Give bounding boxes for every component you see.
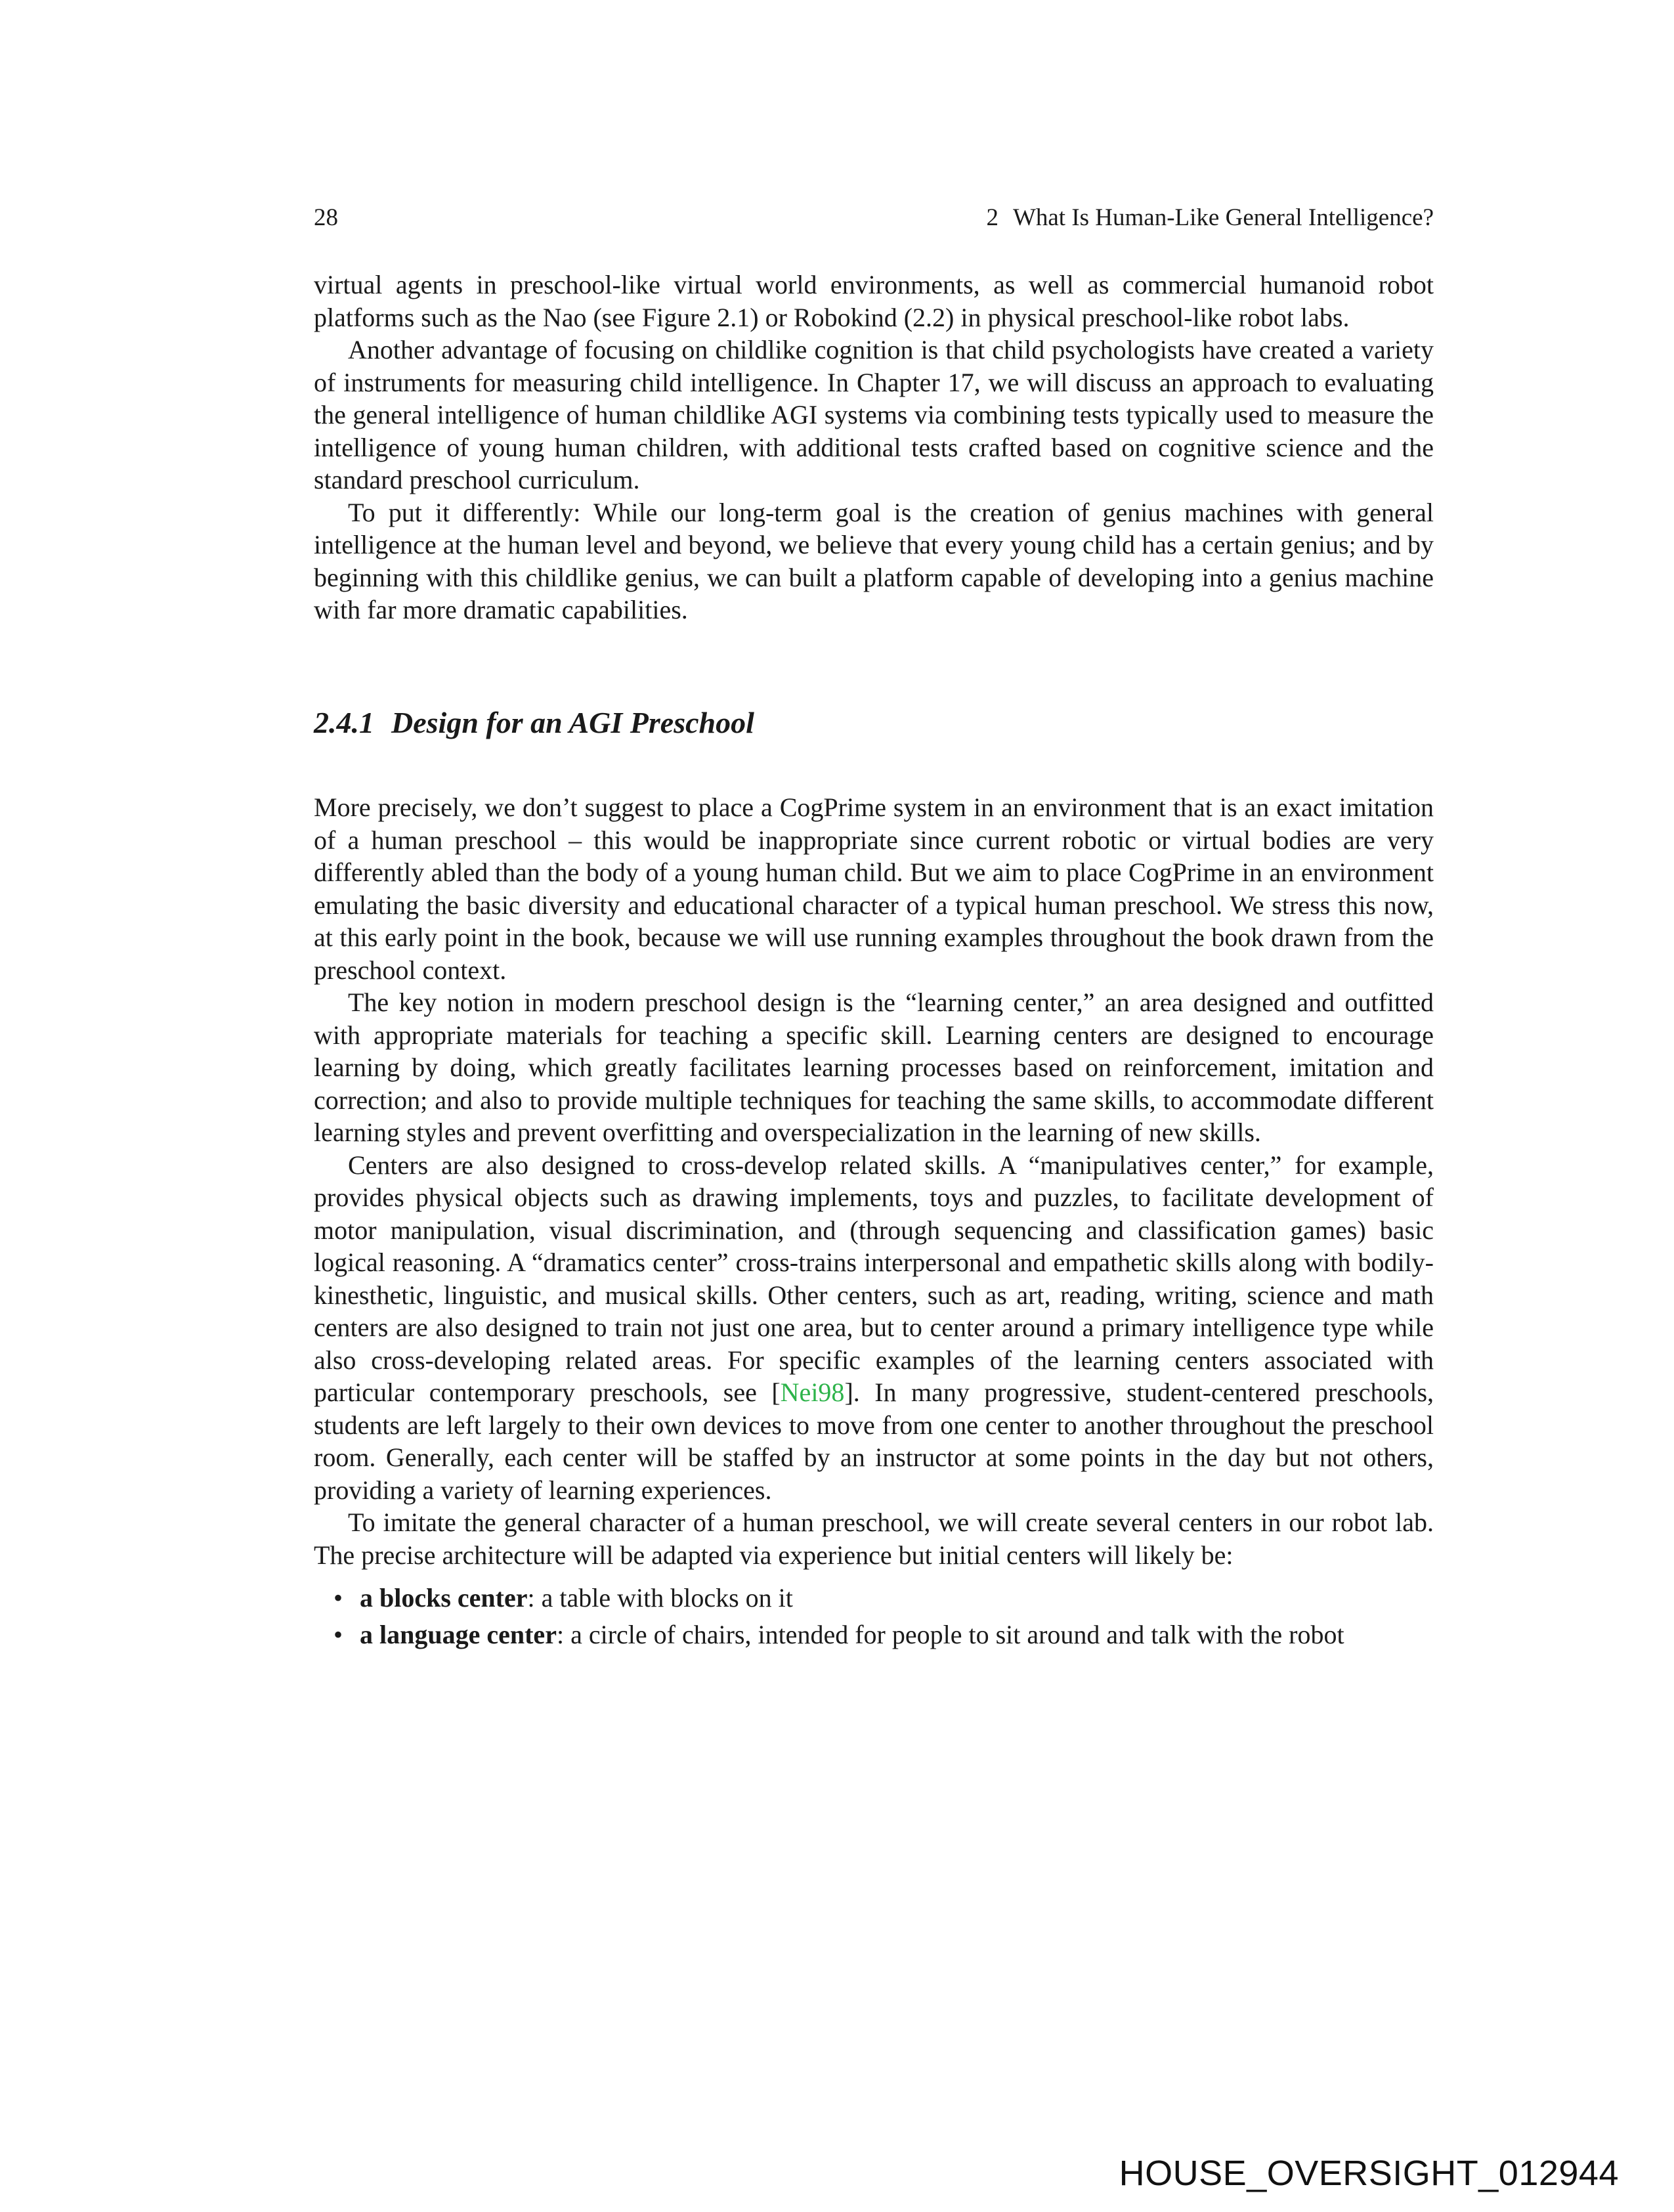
list-item-language-center (314, 1618, 1434, 1651)
page-content (314, 204, 1434, 1655)
bullet-list (314, 1582, 1434, 1651)
paragraph-7: To imitate the general character of a human preschool, we will create several centers in our robot lab. The precise architecture will be adapted via experience but initial centers will likely be: (314, 1507, 1434, 1570)
paragraph-1: virtual agents in preschool-like virtual world environments, as well as commercial humanoid robot platforms such as the Nao (see Figure 2.1) or Robokind (2.2) in physical preschool-like robot labs. (314, 270, 1434, 332)
section-number: 2.4.1 (314, 705, 374, 739)
section-title: Design for an AGI Preschool (391, 705, 754, 739)
list-item-text: : a table with blocks on it (527, 1583, 793, 1613)
page-body (314, 269, 1434, 1651)
citation-link-nei98[interactable]: Nei98 (780, 1377, 845, 1407)
list-item-blocks-center (314, 1582, 1434, 1615)
running-header (314, 204, 1434, 232)
running-header-title (986, 204, 1434, 232)
list-item-lead: a language center (360, 1619, 557, 1649)
paragraph-5: The key notion in modern preschool design is the “learning center,” an area designed and outfitted with appropriate materials for teaching a specific skill. Learning centers are designed to encourage learning by doing, which greatly facilitates learning processes based on reinforcement, imitation and correction; and also to provide multiple techniques for teaching the same skills, to accommodate different learning styles and prevent overfitting and overspecialization in the learning of new skills. (314, 987, 1434, 1147)
list-item-text: : a circle of chairs, intended for people to sit around and talk with the robot (556, 1619, 1344, 1649)
chapter-title: What Is Human-Like General Intelligence? (1012, 204, 1434, 231)
page-number: 28 (314, 204, 338, 231)
paragraph-6-text-before: Centers are also designed to cross-develop related skills. A “manipulatives center,” for example, provides physical objects such as drawing implements, toys and puzzles, to facilitate development of motor manipulation, visual discrimination, and (through sequencing and classification games) basic logical reasoning. A “dramatics center” cross-trains interpersonal and empathetic skills along with bodily-kinesthetic, linguistic, and musical skills. Other centers, such as art, reading, writing, science and math centers are also designed to train not just one area, but to center around a primary intelligence type while also cross-developing related areas. For specific examples of the learning centers associated with particular contemporary preschools, see [ (314, 1150, 1434, 1407)
list-item-lead: a blocks center (360, 1583, 528, 1613)
section-heading (314, 706, 1434, 739)
paragraph-6-text-after: ]. In many progressive, student-centered preschools, students are left largely to their own devices to move from one center to another throughout the preschool room. Generally, each center will be staffed by an instructor at some points in the day but not others, providing a variety of learning experiences. (314, 1377, 1434, 1505)
paragraph-2: Another advantage of focusing on childlike cognition is that child psychologists have created a variety of instruments for measuring child intelligence. In Chapter 17, we will discuss an approach to evaluating the general intelligence of human childlike AGI systems via combining tests typically used to measure the intelligence of young human children, with additional tests crafted based on cognitive science and the standard preschool curriculum. (314, 335, 1434, 494)
bates-stamp-watermark: HOUSE_OVERSIGHT_012944 (1119, 2154, 1619, 2193)
paragraph-4: More precisely, we don’t suggest to place a CogPrime system in an environment that is an exact imitation of a human preschool – this would be inappropriate since current robotic or virtual bodies are very differently abled than the body of a young human child. But we aim to place CogPrime in an environment emulating the basic diversity and educational character of a typical human preschool. We stress this now, at this early point in the book, because we will use running examples throughout the book drawn from the preschool context. (314, 792, 1434, 985)
chapter-number: 2 (986, 204, 998, 231)
paragraph-3: To put it differently: While our long-term goal is the creation of genius machines with general intelligence at the human level and beyond, we believe that every young child has a certain genius; and by beginning with this childlike genius, we can built a platform capable of developing into a genius machine with far more dramatic capabilities. (314, 497, 1434, 624)
paragraph-6 (314, 1149, 1434, 1507)
